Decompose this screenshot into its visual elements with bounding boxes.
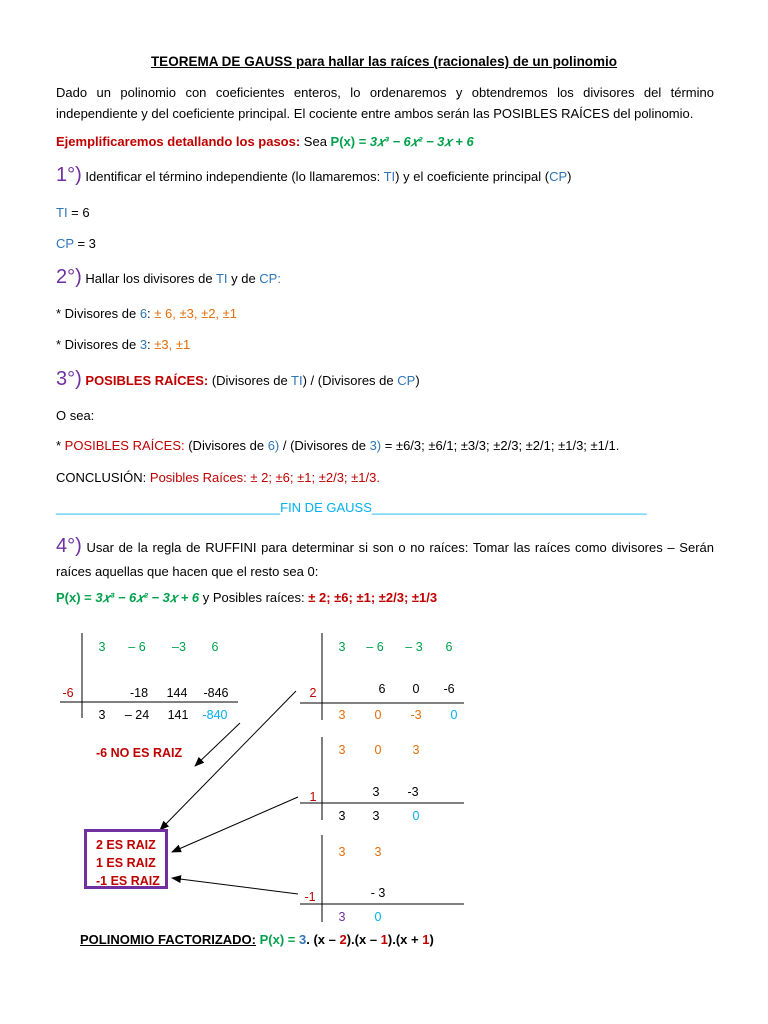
line-a: (Divisores de (184, 438, 268, 453)
div3-colon: : (147, 337, 155, 352)
ruffini-neg6-coef: –3 (172, 640, 186, 654)
line-c: = ±6/3; ±6/1; ±3/3; ±2/3; ±2/1; ±1/3; ±1/1. (381, 438, 620, 453)
step2-text-b: y de (227, 271, 260, 286)
ti-line-label: TI (56, 205, 68, 220)
example-label: Ejemplificaremos detallando los pasos: (56, 134, 301, 149)
ruffini-2-coef: – 3 (405, 640, 423, 654)
factored-dot: . (x – (306, 932, 340, 947)
step3-text: (Divisores de (208, 373, 292, 388)
factored-end: ) (429, 932, 434, 947)
step2-cp: CP: (259, 271, 281, 286)
ruffini-1-coef: 3 (412, 743, 420, 757)
ti-line-value: = 6 (67, 205, 90, 220)
step1-text-b: ) y el coeficiente principal ( (395, 169, 550, 184)
intro-paragraph: Dado un polinomio con coeficientes enteros, lo ordenaremos y obtendremos los divisores del término independiente y del coeficiente principal. El cociente entre ambos serán las POSIBLES RAÍCES del polinomio. (56, 85, 714, 121)
step1-text: Identificar el término independiente (lo llamaremos: (81, 169, 384, 184)
line-6: 6) (267, 438, 280, 453)
step4-poly: 3𝑥³ − 6𝑥² − 3𝑥 + 6 (95, 590, 200, 605)
div3-prefix: * Divisores de (56, 337, 140, 352)
ruffini-2-remainder: 0 (450, 708, 458, 722)
factored-root-2: 1 (380, 932, 388, 947)
div6-colon: : (147, 306, 155, 321)
ruffini-neg1-coef: 3 (338, 845, 346, 859)
step1-text-c: ) (567, 169, 572, 184)
ruffini-neg6-remainder: -840 (202, 708, 228, 722)
roots-summary-box (84, 829, 168, 889)
ruffini-1-coef: 3 (338, 743, 346, 757)
end-of-gauss-separator: _______________________________FIN DE GAUSS______________________________________ (56, 500, 647, 515)
conclusion-label: CONCLUSIÓN: (56, 470, 150, 485)
line-b: / (Divisores de (279, 438, 370, 453)
ruffini-neg6-coef: 6 (211, 640, 219, 654)
step3-text-b: ) / (Divisores de (302, 373, 398, 388)
factored-p: P(x) = (255, 932, 299, 947)
step1-marker: 1°) (56, 164, 82, 186)
factored-polynomial-line (80, 932, 434, 947)
step4-posibles-values: ± 2; ±6; ±1; ±2/3; ±1/3 (308, 590, 438, 605)
cp-line-label: CP (56, 236, 74, 251)
osea-line: O sea: (56, 408, 95, 423)
conclusion-values: Posibles Raíces: ± 2; ±6; ±1; ±2/3; ±1/3. (149, 470, 380, 485)
root-item: 1 ES RAIZ (96, 856, 156, 870)
ruffini-1-result: 3 (372, 809, 380, 823)
ruffini-2-coef: – 6 (366, 640, 384, 654)
cp-line-value: = 3 (73, 236, 96, 251)
step4-text: Usar de la regla de RUFFINI para determinar si son o no raíces: Tomar las raíces como divisores – Serán raíces aquellas que hacen que el resto sea 0: (56, 540, 714, 579)
ruffini-1-product: 3 (372, 785, 380, 799)
ruffini-1-result: 3 (338, 809, 346, 823)
ruffini-neg1-product: - 3 (370, 886, 386, 900)
step3-posibles: POSIBLES RAÍCES: (81, 373, 209, 388)
ruffini-neg6-result: 141 (167, 708, 189, 722)
ruffini-1-coef: 0 (374, 743, 382, 757)
step3-marker: 3°) (56, 368, 82, 390)
step4-posibles-label: y Posibles raíces: (199, 590, 309, 605)
step3-cp: CP (397, 373, 416, 388)
ruffini-neg1-divisor: -1 (304, 890, 316, 904)
step2-marker: 2°) (56, 266, 82, 288)
factored-root-1: 2 (339, 932, 347, 947)
div6-num: 6 (139, 306, 148, 321)
ruffini-2-result: -3 (410, 708, 422, 722)
step3-ti: TI (291, 373, 303, 388)
document-title: TEOREMA DE GAUSS para hallar las raíces (racionales) de un polinomio (150, 54, 618, 69)
root-item: 2 ES RAIZ (96, 838, 156, 852)
ruffini-1-product: -3 (407, 785, 419, 799)
ruffini-2-product: 0 (412, 682, 420, 696)
ruffini-neg1-remainder: 0 (374, 910, 382, 924)
ruffini-neg6-result: 3 (98, 708, 106, 722)
ti-label: TI (383, 169, 396, 184)
ruffini-neg1-result: 3 (338, 910, 346, 924)
factored-mid-1: ).(x – (346, 932, 381, 947)
ruffini-2-result: 0 (374, 708, 382, 722)
cp-label: CP (549, 169, 568, 184)
ruffini-2-coef: 6 (445, 640, 453, 654)
step2-text: Hallar los divisores de (81, 271, 216, 286)
neg6-verdict: -6 NO ES RAIZ (96, 746, 183, 760)
ruffini-neg6-coef: 3 (98, 640, 106, 654)
factored-mid-2: ).(x + (387, 932, 423, 947)
div3-values: ±3, ±1 (154, 337, 191, 352)
arrow-neg1-to-box (172, 878, 298, 894)
ruffini-neg6-result: – 24 (124, 708, 150, 722)
ruffini-neg1-coef: 3 (374, 845, 382, 859)
ruffini-neg6-divisor: -6 (62, 686, 74, 700)
div6-values: ± 6, ±3, ±2, ±1 (154, 306, 238, 321)
example-polynomial-name: P(x) = (330, 134, 370, 149)
ruffini-neg6-product: -846 (203, 686, 229, 700)
ruffini-2-product: -6 (443, 682, 455, 696)
step4-poly-name: P(x) = (56, 590, 96, 605)
line-posibles: POSIBLES RAÍCES: (64, 438, 185, 453)
arrow-to-neg6-verdict (195, 723, 240, 766)
root-item: -1 ES RAIZ (96, 874, 160, 888)
line-3: 3) (369, 438, 382, 453)
example-sea: Sea (300, 134, 331, 149)
step3-text-c: ) (415, 373, 420, 388)
ruffini-neg6-coef: – 6 (128, 640, 146, 654)
step4-marker: 4°) (56, 535, 82, 557)
line-prefix: * (56, 438, 65, 453)
arrow-1-to-box (172, 797, 298, 852)
ruffini-2-coef: 3 (338, 640, 346, 654)
ruffini-1-remainder: 0 (412, 809, 420, 823)
ruffini-2-result: 3 (338, 708, 346, 722)
ruffini-2-divisor: 2 (309, 686, 317, 700)
factored-label: POLINOMIO FACTORIZADO: (80, 932, 256, 947)
factored-coef: 3 (298, 932, 307, 947)
step2-ti: TI (215, 271, 228, 286)
example-polynomial: 3𝑥³ − 6𝑥² − 3𝑥 + 6 (369, 134, 474, 149)
ruffini-1-divisor: 1 (309, 790, 317, 804)
ruffini-neg6-product: -18 (129, 686, 149, 700)
div3-num: 3 (139, 337, 148, 352)
div6-prefix: * Divisores de (56, 306, 140, 321)
ruffini-2-product: 6 (378, 682, 386, 696)
ruffini-neg6-product: 144 (166, 686, 188, 700)
factored-root-3: 1 (422, 932, 430, 947)
